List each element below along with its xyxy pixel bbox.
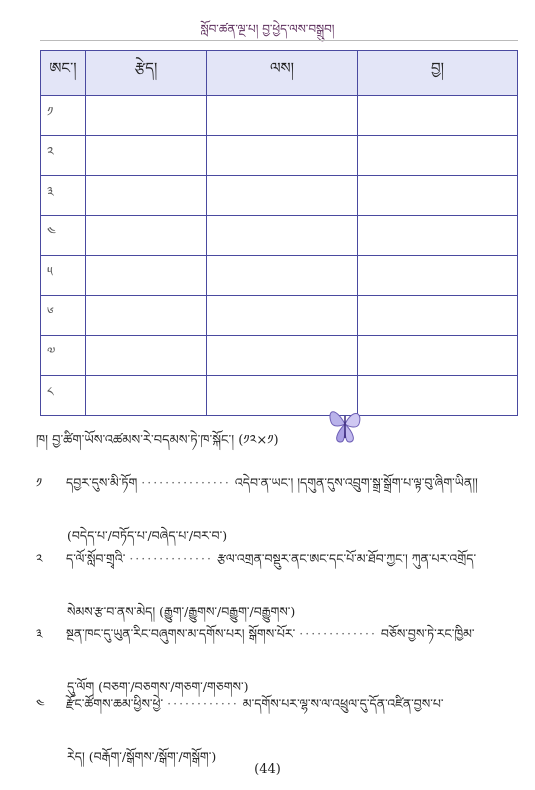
row-number: ༨ xyxy=(41,376,86,416)
blank-cell[interactable] xyxy=(358,376,518,416)
blank-cell[interactable] xyxy=(358,96,518,136)
blank-cell[interactable] xyxy=(86,96,207,136)
table-row xyxy=(41,296,518,336)
question-text-before: དབྱར་དུས་མི་ཏོག xyxy=(66,475,138,490)
question-text-after: མ་དགོས་པར་ལྷ་ས་ལ་འཕྲུལ་དུ་དོན་འཛིན་བྱས་པ་ xyxy=(242,696,444,711)
row-number: ༣ xyxy=(41,176,86,216)
row-number: ༧ xyxy=(41,336,86,376)
blank-cell[interactable] xyxy=(86,296,207,336)
blank-cell[interactable] xyxy=(86,376,207,416)
table-row xyxy=(41,336,518,376)
answer-blank[interactable]: ············ xyxy=(167,696,239,711)
blank-cell[interactable] xyxy=(86,256,207,296)
table-row xyxy=(41,176,518,216)
column-header: ཨང་། xyxy=(41,51,86,96)
row-number: ༦ xyxy=(41,296,86,336)
blank-cell[interactable] xyxy=(207,256,358,296)
blank-cell[interactable] xyxy=(86,216,207,256)
answer-blank[interactable]: ··············· xyxy=(141,475,231,490)
question-text-after: འདེབ་ན་ཡང་། །དགུན་དུས་འབྲུག་སྒྲ་སྒྲོག་པ་ལྟ་བུ་ཞིག་ཡིན།། xyxy=(234,475,478,490)
question-number: ༤ xyxy=(36,696,45,711)
column-header: རྩེད། xyxy=(86,51,207,96)
blank-cell[interactable] xyxy=(207,336,358,376)
question-text-after: རྩལ་འགྲན་བསྡུར་ནང་ཨང་དང་པོ་མ་ཐོབ་ཀྱང་། ཀུན་པར་འགྲོད་ xyxy=(216,551,477,566)
blank-cell[interactable] xyxy=(358,336,518,376)
column-header: བྱ། xyxy=(358,51,518,96)
blank-cell[interactable] xyxy=(207,216,358,256)
column-header: ལས། xyxy=(207,51,358,96)
blank-cell[interactable] xyxy=(207,296,358,336)
answer-blank[interactable]: ············· xyxy=(299,626,377,641)
question-number: ༡ xyxy=(36,475,43,490)
blank-cell[interactable] xyxy=(358,136,518,176)
answer-options: རེད། (བརྒོག་/སྒོགས་/སྒོག་/གསྒོག་) xyxy=(67,749,217,764)
row-number: ༡ xyxy=(41,96,86,136)
blank-cell[interactable] xyxy=(358,216,518,256)
row-number: ༤ xyxy=(41,216,86,256)
table-header-row xyxy=(41,51,518,96)
question-text-before: ད་ལོ་སློབ་གྲྭའི་ xyxy=(66,551,126,566)
blank-cell[interactable] xyxy=(86,336,207,376)
question-item xyxy=(36,469,521,557)
answer-blank[interactable]: ·············· xyxy=(129,551,213,566)
table-row xyxy=(41,376,518,416)
page-header: སློབ་ཚན་ལྔ་པ། བྱ་ཕྱེད་ལས་བསྒྲུབ། xyxy=(200,22,335,36)
blank-cell[interactable] xyxy=(358,176,518,216)
answer-options: དུ་ལོག (བཅག་/བཅགས་/གཅག་/གཅགས་) xyxy=(67,679,249,694)
answer-options: (བདེད་པ་/བཏོད་པ་/བཞེད་པ་/བར་བ་) xyxy=(67,528,228,543)
blank-cell[interactable] xyxy=(86,136,207,176)
header-divider xyxy=(40,40,518,41)
blank-cell[interactable] xyxy=(207,136,358,176)
question-number: ༣ xyxy=(36,626,43,641)
table-row xyxy=(41,256,518,296)
exercise-title: ཁ། བྱ་ཚིག་ཡོས་འཚམས་རེ་བདམས་ཏེ་ཁ་སྐོང་། (༡༢×༡) xyxy=(36,433,279,448)
question-text-before: སྔན་ཁང་དུ་ཡུན་རིང་བཞུགས་མ་དགོས་པར། སྒོགས་པོར་ xyxy=(66,626,296,641)
blank-cell[interactable] xyxy=(207,176,358,216)
table-row xyxy=(41,216,518,256)
page-number: (44) xyxy=(254,762,281,777)
table-row xyxy=(41,136,518,176)
answer-options: སེམས་རྩ་བ་ནས་མེད། (རྒྱུག་/རྒྱུགས་/བརྒྱུག་/བརྒྱུགས་) xyxy=(67,604,296,619)
row-number: ༢ xyxy=(41,136,86,176)
question-text-before: རྫོང་ཚོགས་ཆམ་ཕྱིས་ཕྱེ་ xyxy=(66,696,164,711)
row-number: ༥ xyxy=(41,256,86,296)
question-text-after: བཅོས་བྱས་ཏེ་རང་ཁྱིམ་ xyxy=(380,626,475,641)
exercise-table xyxy=(40,50,518,416)
butterfly-icon xyxy=(325,402,365,446)
table-row xyxy=(41,96,518,136)
blank-cell[interactable] xyxy=(358,256,518,296)
blank-cell[interactable] xyxy=(207,96,358,136)
blank-cell[interactable] xyxy=(358,296,518,336)
blank-cell[interactable] xyxy=(86,176,207,216)
question-number: ༢ xyxy=(36,551,43,566)
